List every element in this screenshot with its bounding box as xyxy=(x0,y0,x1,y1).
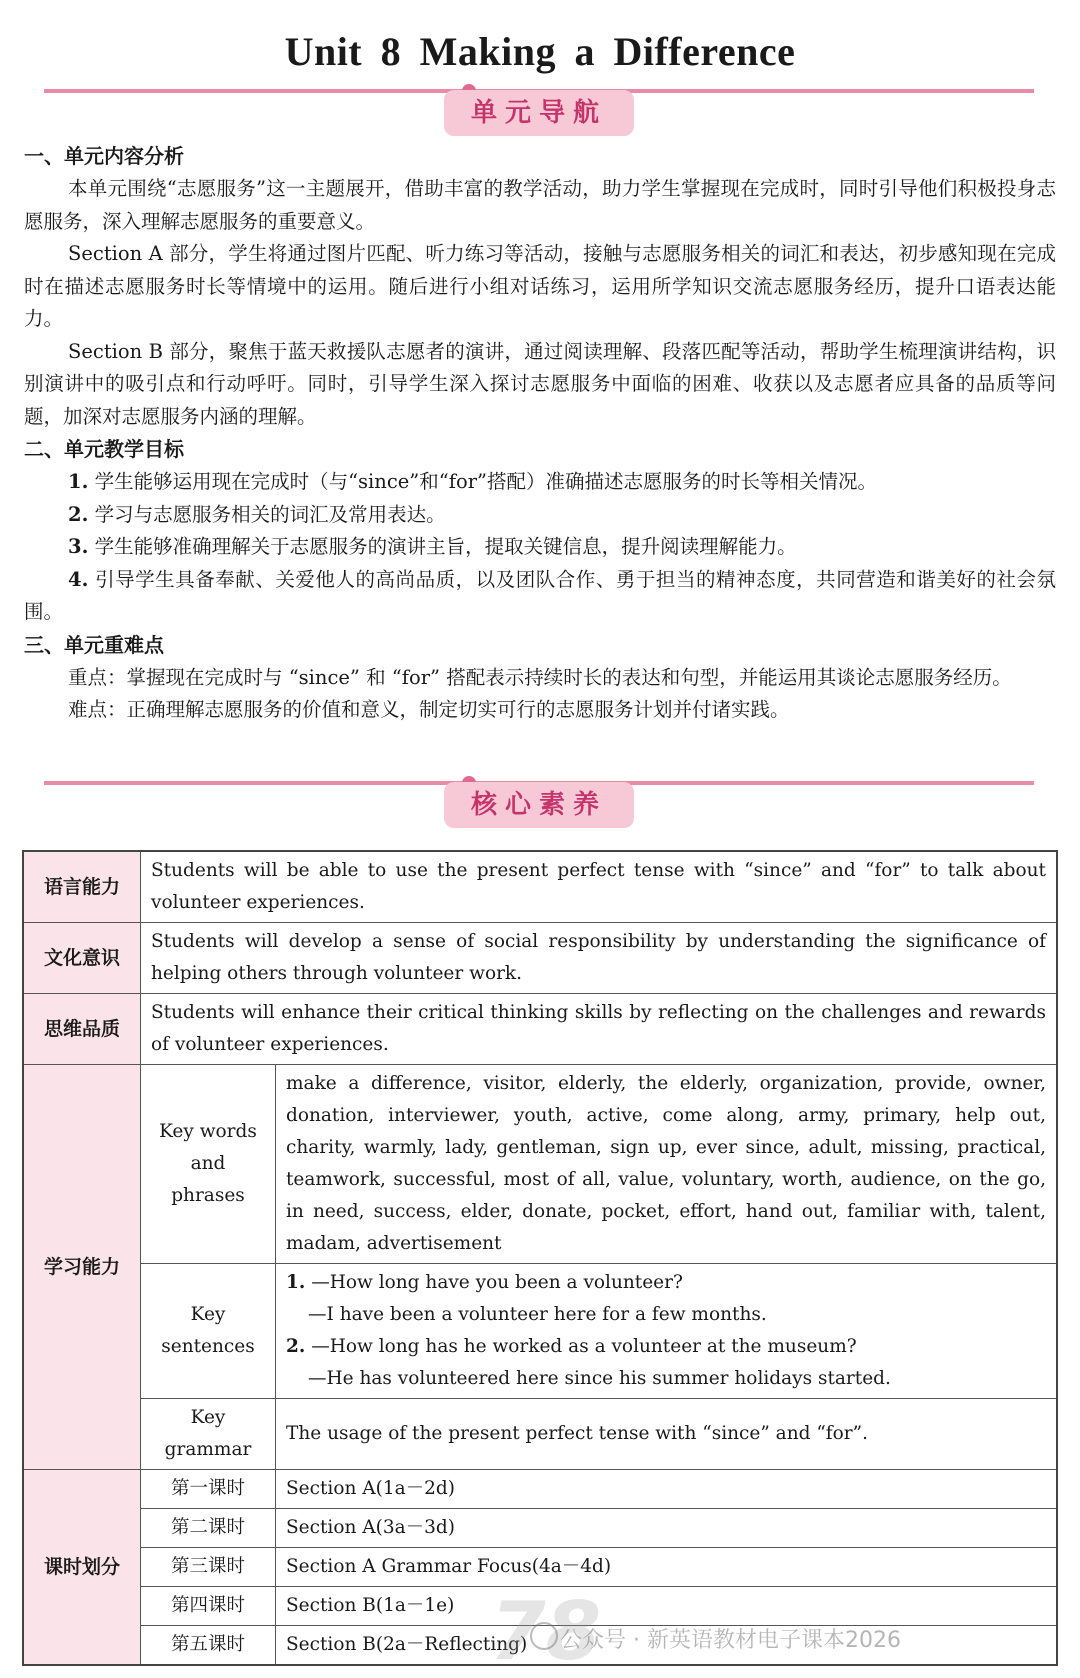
lesson-period: 第三课时 xyxy=(141,1548,276,1587)
goal-item xyxy=(24,466,1056,499)
unit-guide-banner xyxy=(44,84,1034,138)
key-point-paragraph: 重点：掌握现在完成时与 “since” 和 “for” 搭配表示持续时长的表达和句型，并能运用其谈论志愿服务经历。 xyxy=(68,665,1012,689)
category-language: 语言能力 xyxy=(23,851,141,923)
key-grammar-label: Key grammar xyxy=(141,1399,276,1470)
table-row xyxy=(23,1065,1057,1264)
sentence-question xyxy=(286,1267,1046,1299)
watermark-text: 公众号 · 新英语教材电子课本2026 xyxy=(560,1628,901,1653)
thinking-description: Students will enhance their critical thinking skills by reflecting on the challenges and rewards of volunteer experiences. xyxy=(141,994,1058,1065)
sentence-question xyxy=(286,1331,1046,1363)
table-row xyxy=(23,1470,1057,1509)
table-row xyxy=(23,1548,1057,1587)
teaching-goals-heading: 二、单元教学目标 xyxy=(24,437,184,461)
sentence-answer: —He has volunteered here since his summer holidays started. xyxy=(308,1368,891,1389)
category-culture: 文化意识 xyxy=(23,923,141,994)
content-paragraph: Section B 部分，聚焦于蓝天救援队志愿者的演讲，通过阅读理解、段落匹配等活动，帮助学生梳理演讲结构，识别演讲中的吸引点和行动呼吁。同时，引导学生深入探讨志愿服务中面临的困难、收获以及志愿者应具备的品质等问题，加深对志愿服务内涵的理解。 xyxy=(24,339,1056,428)
category-thinking: 思维品质 xyxy=(23,994,141,1065)
core-literacy-label: 核心素养 xyxy=(444,782,634,828)
goal-number: 1. xyxy=(68,470,89,493)
goal-text: 学生能够运用现在完成时（与“since”和“for”搭配）准确描述志愿服务的时长等相关情况。 xyxy=(94,470,877,493)
wechat-icon xyxy=(530,1622,558,1650)
lesson-content: Section A(1a－2d) xyxy=(276,1470,1058,1509)
goal-text: 学生能够准确理解关于志愿服务的演讲主旨，提取关键信息，提升阅读理解能力。 xyxy=(94,535,797,558)
table-row xyxy=(23,1399,1057,1470)
unit-guide-label: 单元导航 xyxy=(444,90,634,136)
core-literacy-banner xyxy=(44,776,1034,830)
table-row xyxy=(23,1264,1057,1399)
difficult-point-paragraph: 难点：正确理解志愿服务的价值和意义，制定切实可行的志愿服务计划并付诸实践。 xyxy=(68,698,790,721)
key-points-heading: 三、单元重难点 xyxy=(24,632,164,657)
lesson-period: 第二课时 xyxy=(141,1509,276,1548)
key-words-label: Key words and phrases xyxy=(141,1065,276,1264)
category-learning: 学习能力 xyxy=(23,1065,141,1470)
goal-number: 2. xyxy=(68,502,89,526)
lesson-content: Section B(1a－1e) xyxy=(276,1587,1058,1626)
category-schedule: 课时划分 xyxy=(23,1470,141,1666)
lesson-period: 第五课时 xyxy=(141,1626,276,1666)
goal-item xyxy=(24,564,1056,629)
table-row xyxy=(23,994,1057,1065)
sentence-text: —How long have you been a volunteer? xyxy=(311,1272,683,1293)
table-row xyxy=(23,1509,1057,1548)
content-paragraph: Section A 部分，学生将通过图片匹配、听力练习等活动，接触与志愿服务相关的词汇和表达，初步感知现在完成时在描述志愿服务时长等情境中的运用。随后进行小组对话练习，运用所学知识交流志愿服务经历，提升口语表达能力。 xyxy=(24,242,1056,330)
key-words-list: make a difference, visitor, elderly, the elderly, organization, provide, owner, donation, interviewer, youth, active, come along, army, primary, help out, charity, warmly, lady, gentleman, sign up, ever since, adult, missing, practical, teamwork, successful, most of all, value, voluntary, worth, audience, on the go, in need, success, elder, donate, pocket, effort, hand out, familiar with, talent, madam, advertisement xyxy=(276,1065,1058,1264)
language-description: Students will be able to use the present perfect tense with “since” and “for” to talk about volunteer experiences. xyxy=(141,851,1058,923)
lesson-content: Section A Grammar Focus(4a－4d) xyxy=(276,1548,1058,1587)
sentence-answer: —I have been a volunteer here for a few months. xyxy=(308,1304,767,1325)
core-literacy-table xyxy=(22,850,1058,1666)
lesson-period: 第一课时 xyxy=(141,1470,276,1509)
culture-description: Students will develop a sense of social responsibility by understanding the significance of helping others through volunteer work. xyxy=(141,923,1058,994)
lesson-content: Section A(3a－3d) xyxy=(276,1509,1058,1548)
lesson-content: Section B(2a－Reflecting) xyxy=(276,1626,1058,1666)
sentence-number: 2. xyxy=(286,1336,306,1357)
goal-item xyxy=(24,499,1056,532)
goal-number: 3. xyxy=(68,535,89,558)
key-grammar-text: The usage of the present perfect tense with “since” and “for”. xyxy=(276,1399,1058,1470)
table-row xyxy=(23,851,1057,923)
page-number: 78 xyxy=(490,1585,602,1678)
sentence-number: 1. xyxy=(286,1272,306,1293)
key-sentences xyxy=(276,1264,1058,1399)
goal-text: 学习与志愿服务相关的词汇及常用表达。 xyxy=(94,502,446,526)
unit-guide-content xyxy=(24,140,1056,727)
content-paragraph: 本单元围绕“志愿服务”这一主题展开，借助丰富的教学活动，助力学生掌握现在完成时，同时引导他们积极投身志愿服务，深入理解志愿服务的重要意义。 xyxy=(24,177,1056,233)
goal-text: 引导学生具备奉献、关爱他人的高尚品质，以及团队合作、勇于担当的精神态度，共同营造和谐美好的社会氛围。 xyxy=(24,567,1056,623)
table-row xyxy=(23,923,1057,994)
key-sentences-label: Key sentences xyxy=(141,1264,276,1399)
sentence-text: —How long has he worked as a volunteer at the museum? xyxy=(311,1336,857,1357)
unit-title: Unit 8 Making a Difference xyxy=(284,29,796,74)
content-analysis-heading: 一、单元内容分析 xyxy=(24,144,184,168)
goal-number: 4. xyxy=(68,567,89,591)
goal-item xyxy=(24,531,1056,564)
lesson-period: 第四课时 xyxy=(141,1587,276,1626)
